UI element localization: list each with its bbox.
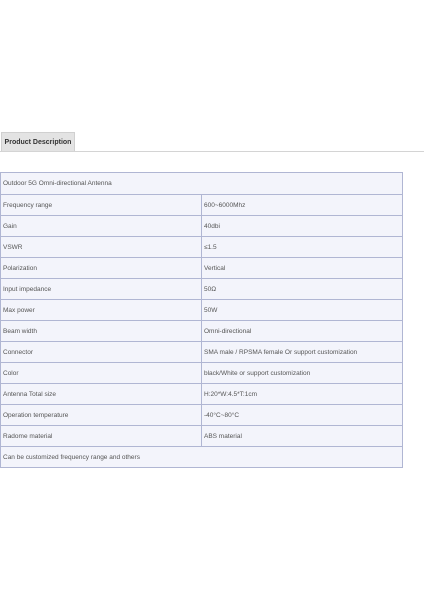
spec-label: Frequency range <box>1 195 202 216</box>
table-row <box>1 342 403 363</box>
spec-label: Gain <box>1 216 202 237</box>
spec-label: Beam width <box>1 321 202 342</box>
spec-label: Operation temperature <box>1 405 202 426</box>
table-row <box>1 258 403 279</box>
tab-bar <box>0 132 424 152</box>
spec-label: Antenna Total size <box>1 384 202 405</box>
table-row <box>1 384 403 405</box>
table-row <box>1 321 403 342</box>
table-row <box>1 300 403 321</box>
table-row <box>1 426 403 447</box>
spec-label: Color <box>1 363 202 384</box>
spec-value: 600~6000Mhz <box>202 195 403 216</box>
spec-label: Max power <box>1 300 202 321</box>
spec-label: Input impedance <box>1 279 202 300</box>
spec-label: Polarization <box>1 258 202 279</box>
table-row <box>1 405 403 426</box>
table-row <box>1 173 403 195</box>
tab-product-description[interactable]: Product Description <box>1 132 75 151</box>
table-row <box>1 363 403 384</box>
table-row <box>1 237 403 258</box>
spec-value: SMA male / RPSMA female Or support customization <box>202 342 403 363</box>
spec-value: Vertical <box>202 258 403 279</box>
spec-value: ≤1.5 <box>202 237 403 258</box>
table-row <box>1 447 403 468</box>
spec-label: Radome material <box>1 426 202 447</box>
spec-value: ABS material <box>202 426 403 447</box>
table-row <box>1 195 403 216</box>
spec-value: Omni-directional <box>202 321 403 342</box>
table-row <box>1 279 403 300</box>
spec-label: Connector <box>1 342 202 363</box>
spec-label: VSWR <box>1 237 202 258</box>
spec-value: 40dbi <box>202 216 403 237</box>
spec-value: black/White or support customization <box>202 363 403 384</box>
spec-value: H:20*W:4.5*T:1cm <box>202 384 403 405</box>
spec-table <box>0 172 403 468</box>
spec-table-footer: Can be customized frequency range and others <box>1 447 403 468</box>
spec-value: 50Ω <box>202 279 403 300</box>
spec-value: 50W <box>202 300 403 321</box>
spec-table-title: Outdoor 5G Omni-directional Antenna <box>1 173 403 195</box>
table-row <box>1 216 403 237</box>
spec-value: -40°C~80°C <box>202 405 403 426</box>
